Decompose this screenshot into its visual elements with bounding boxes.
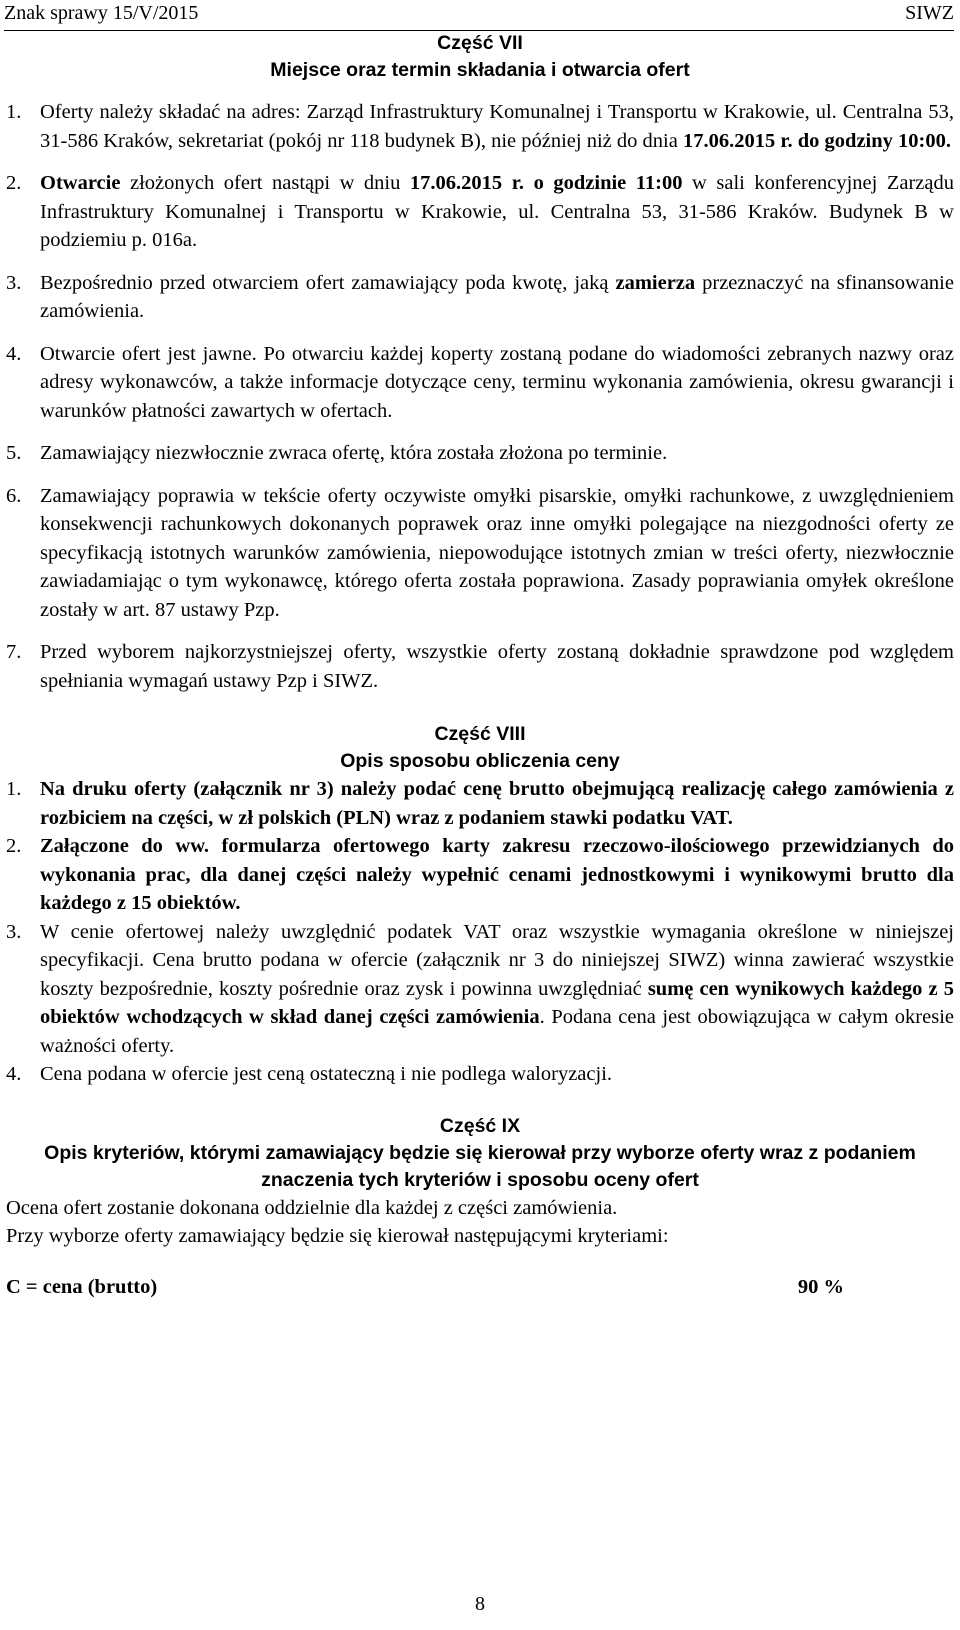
item-number: 1. <box>6 778 22 800</box>
part9-heading <box>6 1113 954 1194</box>
part9-title: Część IX <box>439 1114 521 1137</box>
case-number: Znak sprawy 15/V/2015 <box>4 2 199 24</box>
part9-paragraph-2: Przy wyborze oferty zamawiający będzie się kierował następującymi kryteriami: <box>6 1225 669 1247</box>
part7-heading <box>6 30 954 84</box>
part7-title: Część VII <box>437 32 523 54</box>
part8-item-1: 1. Na druku oferty (załącznik nr 3) należy podać cenę brutto obejmującą realizację całego zamówienia z rozbiciem na części, w zł polskich (PLN) wraz z podaniem stawki podatku VAT. <box>6 775 954 832</box>
part7-item-7: 7. Przed wyborem najkorzystniejszej oferty, wszystkie oferty zostaną dokładnie sprawdzone pod względem spełniania wymagań ustawy Pzp i SIWZ. <box>6 638 954 695</box>
criterion-label: C = cena (brutto) <box>6 1275 158 1298</box>
part8-title: Część VIII <box>434 723 526 745</box>
part7-item-4: 4. Otwarcie ofert jest jawne. Po otwarciu każdej koperty zostaną podane do wiadomości zebranych nazwy oraz adresy wykonawców, a także informacje dotyczące ceny, terminu wykonania zamówienia, okresu gwarancji i warunków płatności zawartych w ofertach. <box>6 340 954 426</box>
part8-item-2: 2. Załączone do ww. formularza ofertowego karty zakresu rzeczowo-ilościowego przewidzianych do wykonania prac, dla danej części należy wypełnić cenami jednostkowymi i wynikowymi brutto dla każdego z 15 obiektów. <box>6 832 954 918</box>
part7-item-6: 6. Zamawiający poprawia w tekście oferty oczywiste omyłki pisarskie, omyłki rachunkowe, z uwzględnieniem konsekwencji rachunkowych dokonanych poprawek oraz inne omyłki polegające na niezgodności oferty ze specyfikacją istotnych warunków zamówienia, niepowodujące istotnych zmian w treści oferty, niezwłocznie zawiadamiając o tym wykonawcę, którego oferta została poprawiona. Zasady poprawiania omyłek określone zostały w art. 87 ustawy Pzp. <box>6 482 954 625</box>
page-header <box>4 0 954 31</box>
item-number: 5. <box>6 442 22 464</box>
item-number: 2. <box>6 835 22 857</box>
item-number: 6. <box>6 484 22 507</box>
part8-subtitle: Opis sposobu obliczenia ceny <box>340 750 620 772</box>
page-number: 8 <box>475 1593 485 1615</box>
item-number: 4. <box>6 342 22 365</box>
part7-item-5: 5. Zamawiający niezwłocznie zwraca ofertę, która została złożona po terminie. <box>6 439 954 468</box>
part8-item-4: 4. Cena podana w ofercie jest ceną ostateczną i nie podlega waloryzacji. <box>6 1060 954 1089</box>
part8-item-3: 3. W cenie ofertowej należy uwzględnić podatek VAT oraz wszystkie wymagania określone w niniejszej specyfikacji. Cena brutto podana w ofercie (załącznik nr 3 do niniejszej SIWZ) winna zawierać wszystkie koszty bezpośrednie, koszty pośrednie oraz zysk i powinna uwzględniać sumę cen wynikowych każdego z 5 obiektów wchodzących w skład danej części zamówienia. Podana cena jest obowiązująca w całym okresie ważności oferty. <box>6 918 954 1061</box>
item-number: 1. <box>6 101 22 123</box>
part9-paragraph-1: Ocena ofert zostanie dokonana oddzielnie dla każdej z części zamówienia. <box>6 1196 618 1219</box>
document-body <box>6 30 954 1301</box>
part9-subtitle: Opis kryteriów, którymi zamawiający będzie się kierował przy wyborze oferty wraz z podaniem znaczenia tych kryteriów i sposobu oceny ofert <box>44 1141 916 1191</box>
part8-heading <box>6 721 954 775</box>
item-number: 2. <box>6 172 22 194</box>
item-number: 3. <box>6 271 22 294</box>
criterion-row <box>6 1273 954 1302</box>
doc-type: SIWZ <box>905 2 954 24</box>
part7-item-1: 1. Oferty należy składać na adres: Zarząd Infrastruktury Komunalnej i Transportu w Krakowie, ul. Centralna 53, 31-586 Kraków, sekretariat (pokój nr 118 budynek B), nie później niż do dnia 17.06.2015 r. do godziny 10:00. <box>6 98 954 155</box>
item-number: 3. <box>6 920 22 943</box>
part7-subtitle: Miejsce oraz termin składania i otwarcia ofert <box>270 59 690 81</box>
part7-item-2: 2. Otwarcie złożonych ofert nastąpi w dniu 17.06.2015 r. o godzinie 11:00 w sali konferencyjnej Zarządu Infrastruktury Komunalnej i Transportu w Krakowie, ul. Centralna 53, 31-586 Kraków. Budynek B w podziemiu p. 016a. <box>6 169 954 255</box>
item-number: 7. <box>6 641 22 663</box>
item-number: 4. <box>6 1063 22 1085</box>
part7-item-3: 3. Bezpośrednio przed otwarciem ofert zamawiający poda kwotę, jaką zamierza przeznaczyć na sfinansowanie zamówienia. <box>6 269 954 326</box>
criterion-weight: 90 % <box>797 1275 844 1298</box>
